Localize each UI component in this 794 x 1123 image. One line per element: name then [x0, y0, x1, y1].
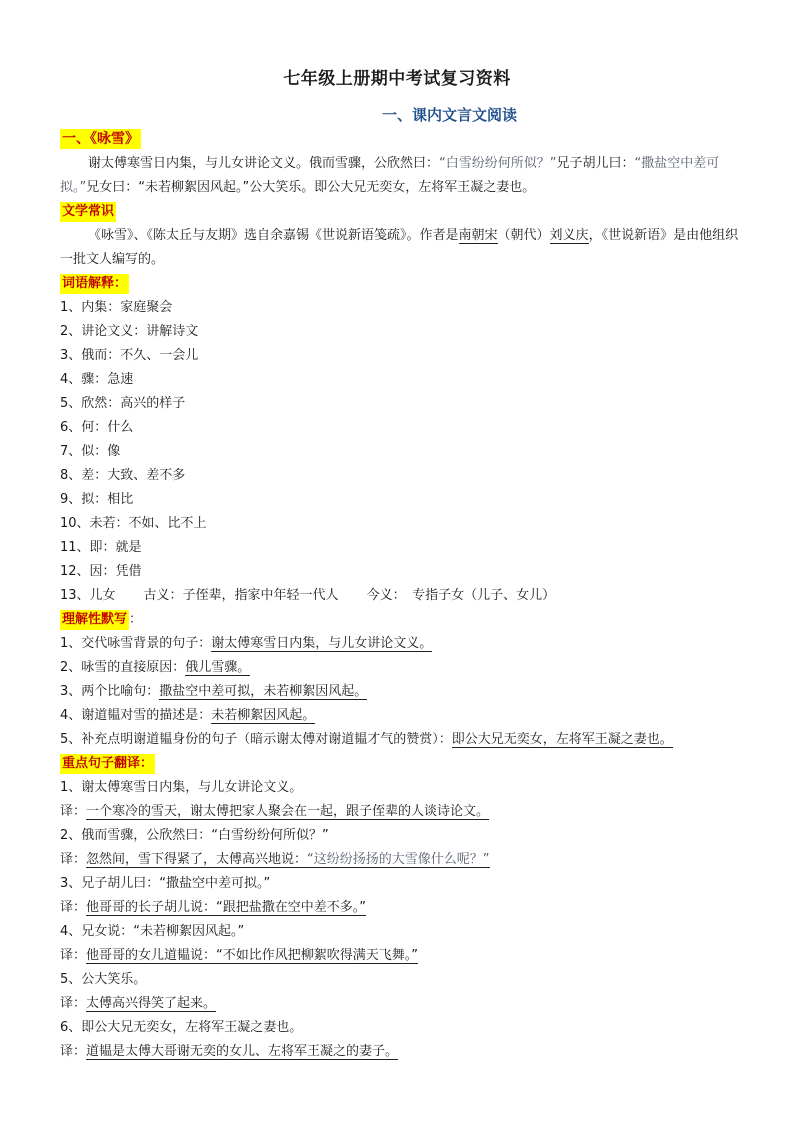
translation-question: 3、兄子胡儿曰：“撒盐空中差可拟。” [60, 876, 271, 891]
vocab-item: 4、骤：急速 [60, 372, 134, 387]
translation-answer: 译：他哥哥的女儿道韫说：“不如比作风把柳絮吹得满天飞舞。” [60, 948, 418, 963]
translation-question: 1、谢太傅寒雪日内集，与儿女讲论文义。 [60, 780, 303, 795]
vocab-item: 7、似：像 [60, 444, 121, 459]
vocab-item: 3、俄而：不久、一会儿 [60, 348, 199, 363]
understanding-item: 3、两个比喻句：撒盐空中差可拟，未若柳絮因风起。 [60, 684, 368, 699]
passage-paragraph: 谢太傅寒雪日内集，与儿女讲论文义。俄而雪骤，公欣然曰：“白雪纷纷何所似？”兄子胡儿曰：“撒盐空中差可拟。”兄女曰：“未若柳絮因风起。”公大笑乐。即公大兄无奕女，左将军王凝之妻也。 [60, 156, 720, 195]
translation-answer: 译：道韫是太傅大哥谢无奕的女儿、左将军王凝之的妻子。 [60, 1044, 399, 1059]
vocab-item: 11、即：就是 [60, 540, 142, 555]
document-body: 一、《咏雪》 谢太傅寒雪日内集，与儿女讲论文义。俄而雪骤，公欣然曰：“白雪纷纷何所似？”兄子胡儿曰：“撒盐空中差可拟。”兄女曰：“未若柳絮因风起。”公大笑乐。即公大兄无奕女，左将军王凝之妻也。 文学常识 《咏雪》、《陈太丘与友期》选自余嘉锡《世说新语笺疏》。作者是南朝宋（朝代）刘义庆，《世说新语》是由他组织一批文人编写的。 词语解释： 1、内集：家庭聚会 2、讲论文义：讲解诗文 3、俄而：不久、一会儿 4、骤：急速 5、欣然：高兴的样子 6、何：什么 7、似：像 8、差：大致、差不多 9、拟：相比 10、未若：不如、比不上 11、即：就是 12、因：凭借 13、儿女 古义：子侄辈，指家中年轻一代人 今义： 专指子女（儿子、女儿） 理解性默写 ： 1、交代咏雪背景的句子：谢太傅寒雪日内集，与儿女讲论文义。 2、咏雪的直接原因：俄儿雪骤。 3、两个比喻句：撒盐空中差可拟，未若柳絮因风起。 4、谢道韫对雪的描述是：未若柳絮因风起。 5、补充点明谢道韫身份的句子（暗示谢太傅对谢道韫才气的赞赏）：即公大兄无奕女，左将军王凝之妻也。 重点句子翻译： 1、谢太傅寒雪日内集，与儿女讲论文义。 译：一个寒冷的雪天，谢太傅把家人聚会在一起，跟子侄辈的人谈诗论文。 2、俄而雪骤，公欣然曰：“白雪纷纷何所似？” 译：忽然间，雪下得紧了，太傅高兴地说：“这纷纷扬扬的大雪像什么呢？” 3、兄子胡儿曰：“撒盐空中差可拟。” 译：他哥哥的长子胡儿说：“跟把盐撒在空中差不多。” 4、兄女说：“未若柳絮因风起。” 译：他哥哥的女儿道韫说：“不如比作风把柳絮吹得满天飞舞。” 5、公大笑乐。 译：太傅高兴得笑了起来。 6、即公大兄无奕女，左将军王凝之妻也。 译：道韫是太傅大哥谢无奕的女儿、左将军王凝之的妻子。 [60, 128, 740, 1064]
translation-question: 5、公大笑乐。 [60, 972, 147, 987]
vocab-item: 5、欣然：高兴的样子 [60, 396, 186, 411]
translation-question: 4、兄女说：“未若柳絮因风起。” [60, 924, 245, 939]
translation-heading: 重点句子翻译： [60, 754, 155, 774]
vocab-item: 10、未若：不如、比不上 [60, 516, 207, 531]
translation-question: 2、俄而雪骤，公欣然曰：“白雪纷纷何所似？” [60, 828, 329, 843]
translation-answer: 译：他哥哥的长子胡儿说：“跟把盐撒在空中差不多。” [60, 900, 366, 915]
translation-question: 6、即公大兄无奕女，左将军王凝之妻也。 [60, 1020, 303, 1035]
vocab-item: 9、拟：相比 [60, 492, 134, 507]
understanding-item: 4、谢道韫对雪的描述是：未若柳絮因风起。 [60, 708, 316, 723]
understanding-item: 5、补充点明谢道韫身份的句子（暗示谢太傅对谢道韫才气的赞赏）：即公大兄无奕女，左将军王凝之妻也。 [60, 732, 673, 747]
dynasty: 南朝宋 [458, 228, 498, 243]
page-title: 七年级上册期中考试复习资料 [283, 69, 511, 89]
vocab-item: 6、何：什么 [60, 420, 134, 435]
vocab-item: 2、讲论文义：讲解诗文 [60, 324, 199, 339]
translation-answer: 译：太傅高兴得笑了起来。 [60, 996, 217, 1011]
author: 刘义庆 [549, 228, 589, 243]
understanding-item: 1、交代咏雪背景的句子：谢太傅寒雪日内集，与儿女讲论文义。 [60, 636, 433, 651]
vocab-item: 8、差：大致、差不多 [60, 468, 186, 483]
understanding-item: 2、咏雪的直接原因：俄儿雪骤。 [60, 660, 251, 675]
section1-heading: 一、《咏雪》 [62, 131, 139, 147]
literature-paragraph: 《咏雪》、《陈太丘与友期》选自余嘉锡《世说新语笺疏》。作者是南朝宋（朝代）刘义庆，《世说新语》是由他组织一批文人编写的。 [60, 228, 739, 267]
literature-heading: 文学常识 [60, 202, 116, 222]
vocab-item: 13、儿女 古义：子侄辈，指家中年轻一代人 今义： 专指子女（儿子、女儿） [60, 588, 556, 603]
vocab-item: 12、因：凭借 [60, 564, 142, 579]
translation-answer: 译：忽然间，雪下得紧了，太傅高兴地说：“这纷纷扬扬的大雪像什么呢？” [60, 852, 490, 867]
translation-answer: 译：一个寒冷的雪天，谢太傅把家人聚会在一起，跟子侄辈的人谈诗论文。 [60, 804, 490, 819]
vocab-item: 1、内集：家庭聚会 [60, 300, 173, 315]
vocab-heading: 词语解释： [60, 274, 129, 294]
understanding-heading: 理解性默写 [60, 610, 129, 630]
section-subtitle: 一、课内文言文阅读 [381, 106, 517, 124]
